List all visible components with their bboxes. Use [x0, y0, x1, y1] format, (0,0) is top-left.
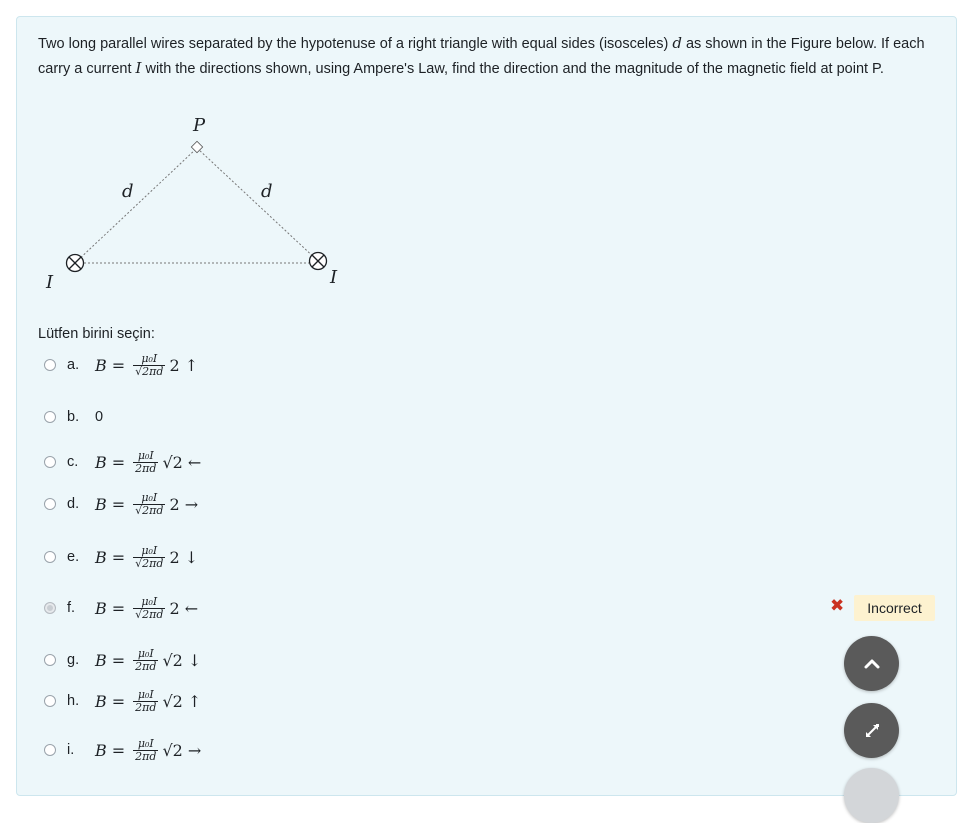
fraction-numerator: μ₀I — [141, 351, 158, 365]
question-var-d: d — [672, 34, 682, 52]
fraction-denominator: 2πd — [135, 700, 157, 714]
answer-option-i[interactable] — [44, 735, 201, 765]
answer-prompt: Lütfen birini seçin: — [38, 326, 155, 342]
answer-option-g[interactable] — [44, 645, 201, 675]
wire-left-icon — [67, 255, 84, 272]
fraction-denominator: √2πd — [135, 556, 164, 570]
fraction-denominator: √2πd — [135, 607, 164, 621]
formula-equals: = — [111, 547, 126, 567]
incorrect-icon: ✖ — [830, 596, 845, 615]
formula-equals: = — [111, 650, 126, 670]
option-radio[interactable] — [44, 695, 56, 707]
option-radio[interactable] — [44, 551, 56, 563]
answer-option-b[interactable] — [44, 402, 103, 432]
formula-fraction — [133, 353, 165, 378]
formula-b: B — [95, 691, 107, 711]
formula-b: B — [95, 494, 107, 514]
formula-direction: 2 ↑ — [169, 355, 199, 375]
option-letter: f. — [67, 600, 76, 616]
label-i-right: I — [330, 267, 338, 288]
option-letter: b. — [67, 409, 80, 425]
formula-b: B — [95, 598, 107, 618]
option-formula — [95, 738, 201, 763]
answer-option-e[interactable] — [44, 542, 198, 572]
expand-icon — [862, 721, 882, 741]
formula-b: B — [95, 355, 107, 375]
formula-equals: = — [111, 494, 126, 514]
side-left-line — [75, 148, 197, 263]
option-letter: d. — [67, 496, 80, 512]
formula-b: B — [95, 650, 107, 670]
question-text-part2: as shown in the Figure below. If each carry a current — [38, 36, 925, 77]
question-text-part3: with the directions shown, using Ampere's Law, find the direction and the magnitude of the magnetic field at point P. — [141, 61, 884, 77]
fraction-numerator: μ₀I — [137, 736, 154, 750]
option-letter: c. — [67, 454, 79, 470]
side-right-line — [197, 148, 318, 261]
fraction-denominator: 2πd — [135, 461, 157, 475]
fraction-numerator: μ₀I — [137, 687, 154, 701]
fraction-denominator: 2πd — [135, 749, 157, 763]
answer-option-d[interactable] — [44, 489, 198, 519]
option-formula — [95, 689, 201, 714]
expand-button[interactable] — [844, 703, 899, 758]
formula-fraction — [133, 738, 158, 763]
chevron-up-icon — [862, 654, 882, 674]
formula-fraction — [133, 450, 158, 475]
option-letter: e. — [67, 549, 80, 565]
scroll-up-button[interactable] — [844, 636, 899, 691]
more-button[interactable] — [844, 768, 899, 823]
formula-direction: 2 ← — [169, 598, 199, 618]
formula-b: B — [95, 452, 107, 472]
option-letter: h. — [67, 693, 80, 709]
option-formula — [95, 545, 198, 570]
option-letter: a. — [67, 357, 80, 373]
option-formula — [95, 492, 198, 517]
answer-option-a[interactable] — [44, 350, 198, 380]
formula-fraction — [133, 596, 165, 621]
option-radio[interactable] — [44, 602, 56, 614]
formula-equals: = — [111, 355, 126, 375]
wire-right-icon — [310, 253, 327, 270]
feedback-badge: Incorrect — [854, 595, 935, 621]
fraction-denominator: √2πd — [135, 364, 164, 378]
option-letter: g. — [67, 652, 80, 668]
formula-equals: = — [111, 598, 126, 618]
formula-fraction — [133, 648, 158, 673]
formula-fraction — [133, 689, 158, 714]
label-d-left: d — [122, 181, 134, 202]
formula-direction: 2 → — [169, 494, 199, 514]
label-i-left: I — [46, 272, 54, 293]
formula-direction: √2 → — [162, 740, 202, 760]
fraction-numerator: μ₀I — [141, 594, 158, 608]
fraction-denominator: √2πd — [135, 503, 164, 517]
fraction-numerator: μ₀I — [141, 490, 158, 504]
formula-b: B — [95, 547, 107, 567]
question-var-i: I — [135, 59, 142, 77]
option-formula — [95, 450, 201, 475]
option-radio[interactable] — [44, 654, 56, 666]
fraction-denominator: 2πd — [135, 659, 157, 673]
label-d-right: d — [261, 181, 273, 202]
formula-equals: = — [111, 740, 126, 760]
point-p-marker — [191, 141, 202, 152]
option-formula — [95, 353, 198, 378]
option-letter: i. — [67, 742, 75, 758]
formula-fraction — [133, 545, 165, 570]
triangle-figure — [36, 108, 356, 298]
formula-direction: √2 ← — [162, 452, 202, 472]
fraction-numerator: μ₀I — [137, 646, 154, 660]
option-radio[interactable] — [44, 456, 56, 468]
label-p: P — [193, 115, 206, 136]
answer-option-c[interactable] — [44, 447, 201, 477]
fraction-numerator: μ₀I — [137, 448, 154, 462]
formula-direction: 2 ↓ — [169, 547, 199, 567]
formula-equals: = — [111, 452, 126, 472]
option-value: 0 — [95, 409, 104, 425]
formula-direction: √2 ↑ — [162, 691, 202, 711]
option-radio[interactable] — [44, 411, 56, 423]
fraction-numerator: μ₀I — [141, 543, 158, 557]
option-radio[interactable] — [44, 498, 56, 510]
formula-equals: = — [111, 691, 126, 711]
formula-b: B — [95, 740, 107, 760]
formula-fraction — [133, 492, 165, 517]
option-formula — [95, 648, 201, 673]
formula-direction: √2 ↓ — [162, 650, 202, 670]
option-formula — [95, 596, 198, 621]
question-text — [38, 31, 943, 81]
option-radio[interactable] — [44, 359, 56, 371]
option-radio[interactable] — [44, 744, 56, 756]
answer-option-f[interactable] — [44, 593, 198, 623]
question-text-part1: Two long parallel wires separated by the hypotenuse of a right triangle with equal sides (isosceles) — [38, 36, 673, 52]
answer-option-h[interactable] — [44, 686, 201, 716]
